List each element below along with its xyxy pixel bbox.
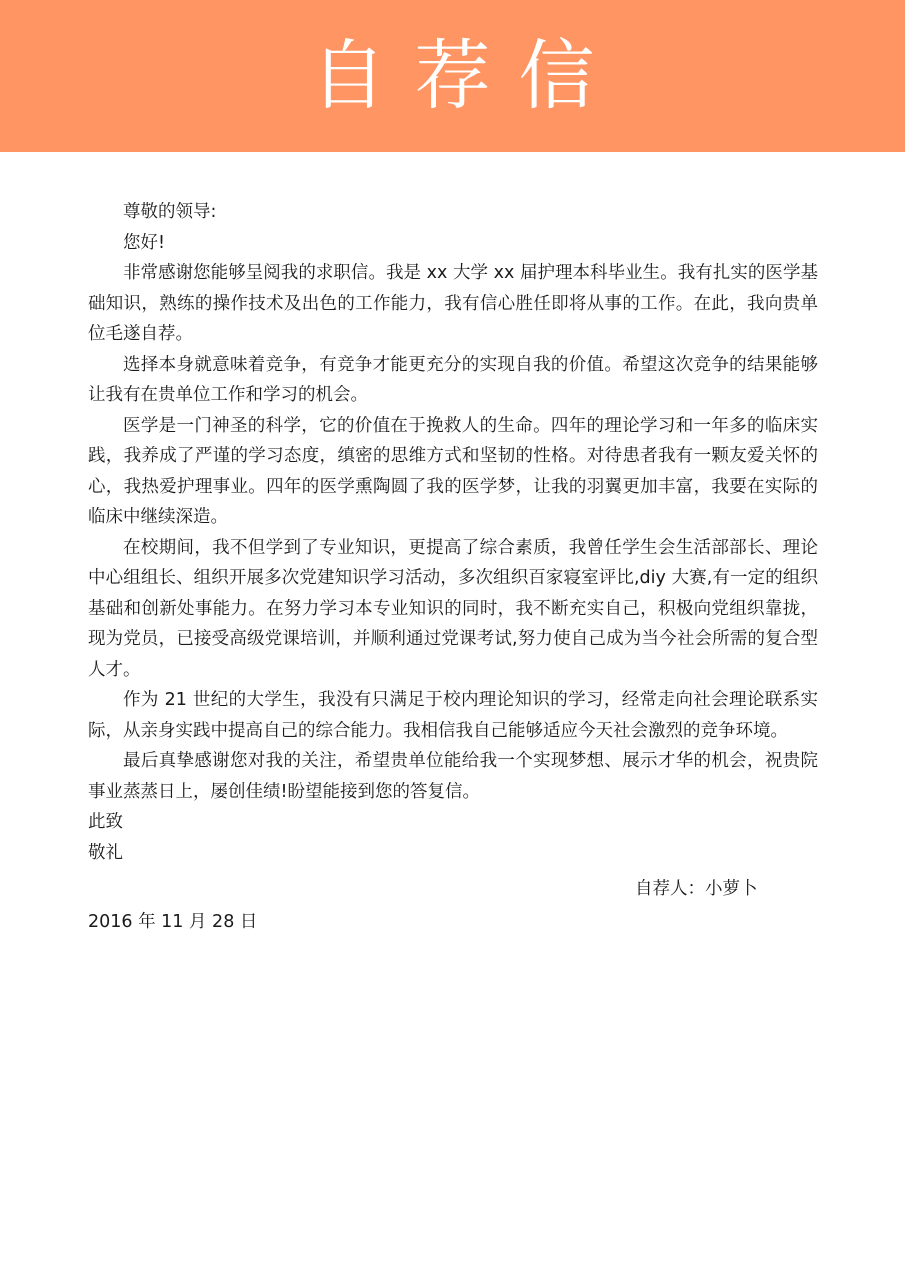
salutation: 尊敬的领导: <box>123 202 217 222</box>
header-banner <box>0 0 905 152</box>
paragraph: 选择本身就意味着竞争，有竞争才能更充分的实现自我的价值。希望这次竞争的结果能够让我有在贵单位工作和学习的机会。 <box>88 354 818 405</box>
date: 2016 年 11 月 28 日 <box>88 911 258 932</box>
signature: 自荐人：小萝卜 <box>635 879 758 899</box>
greeting: 您好! <box>123 232 166 253</box>
letter-body <box>88 197 818 937</box>
paragraph: 非常感谢您能够呈阅我的求职信。我是 xx 大学 xx 届护理本科毕业生。我有扎实的医学基础知识，熟练的操作技术及出色的工作能力，我有信心胜任即将从事的工作。在此，我向贵单位毛遂自荐。 <box>88 263 818 344</box>
closing-line: 敬礼 <box>88 842 123 863</box>
paragraph: 在校期间，我不但学到了专业知识，更提高了综合素质，我曾任学生会生活部部长、理论中心组组长、组织开展多次党建知识学习活动，多次组织百家寝室评比,diy 大赛,有一定的组织基础和创新处事能力。在努力学习本专业知识的同时，我不断充实自己，积极向党组织靠拢，现为党员，已接受高级党课培训，并顺利通过党课考试,努力使自己成为当今社会所需的复合型人才。 <box>88 537 818 680</box>
closing-line: 此致 <box>88 812 123 832</box>
paragraph: 医学是一门神圣的科学，它的价值在于挽救人的生命。四年的理论学习和一年多的临床实践，我养成了严谨的学习态度，缜密的思维方式和坚韧的性格。对待患者我有一颗友爱关怀的心，我热爱护理事业。四年的医学熏陶圆了我的医学梦，让我的羽翼更加丰富，我要在实际的临床中继续深造。 <box>88 415 818 527</box>
page-title: 自荐信 <box>310 31 623 120</box>
paragraph: 作为 21 世纪的大学生，我没有只满足于校内理论知识的学习，经常走向社会理论联系实际，从亲身实践中提高自己的综合能力。我相信我自己能够适应今天社会激烈的竞争环境。 <box>88 690 818 741</box>
paragraph: 最后真挚感谢您对我的关注，希望贵单位能给我一个实现梦想、展示才华的机会，祝贵院事业蒸蒸日上，屡创佳绩!盼望能接到您的答复信。 <box>88 751 818 802</box>
